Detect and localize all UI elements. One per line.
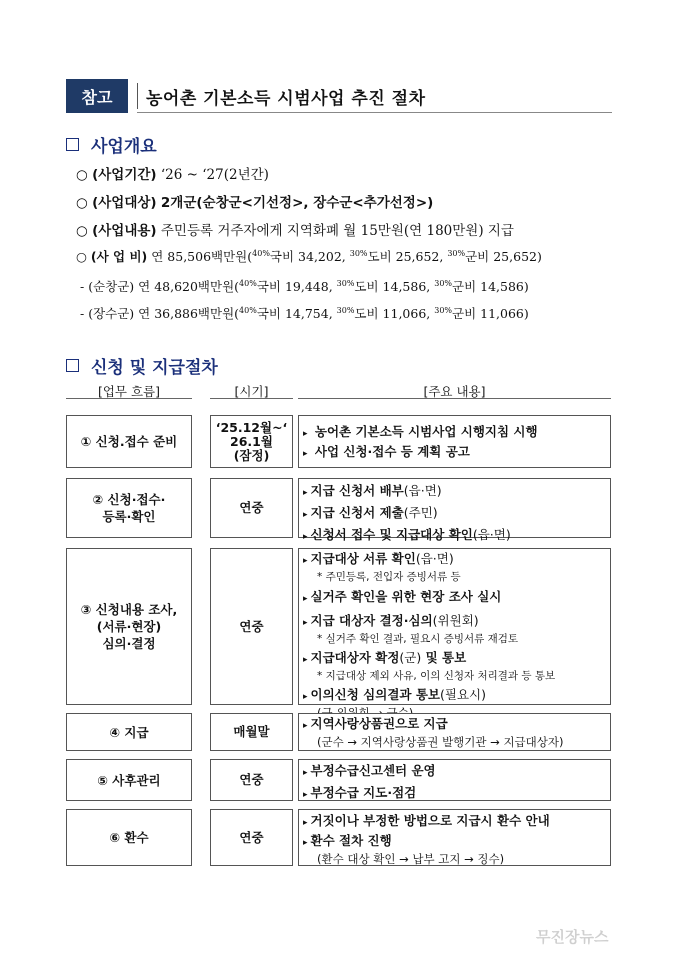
time-cell-3: 연중 bbox=[210, 548, 293, 705]
col-content-header: [주요 내용] bbox=[423, 384, 486, 399]
item-footnote: * 주민등록, 전입자 증빙서류 등 bbox=[317, 571, 461, 583]
budget-national: 국비 34,202, bbox=[269, 249, 350, 264]
budget-national: 국비 19,448, bbox=[256, 279, 337, 294]
circle-bullet-icon: ○ bbox=[76, 249, 87, 264]
triangle-bullet-icon: ▸ bbox=[303, 618, 308, 628]
ratio-county: 30% bbox=[434, 278, 453, 288]
header-underline bbox=[137, 112, 612, 113]
document-title: 농어촌 기본소득 시범사업 추진 절차 bbox=[146, 89, 426, 109]
item-footnote: * 실거주 확인 결과, 필요시 증빙서류 재검토 bbox=[317, 633, 519, 645]
budget-province: 도비 14,586, bbox=[354, 279, 435, 294]
content-item bbox=[303, 783, 610, 805]
checkbox-square-icon bbox=[66, 138, 79, 151]
item-text: 부정수급신고센터 운영 bbox=[310, 763, 436, 778]
item-text: 거짓이나 부정한 방법으로 지급시 환수 안내 bbox=[310, 813, 550, 828]
triangle-bullet-icon: ▸ bbox=[303, 838, 308, 848]
line-label: (사업기간) bbox=[92, 167, 157, 183]
content-item bbox=[303, 443, 610, 463]
content-item bbox=[303, 612, 610, 632]
item-note: (읍·면) bbox=[403, 483, 442, 498]
overview-line-jangsu bbox=[80, 304, 529, 322]
overview-line-content bbox=[76, 219, 514, 239]
triangle-bullet-icon: ▸ bbox=[303, 818, 308, 828]
item-note: (읍·면) bbox=[472, 527, 511, 542]
triangle-bullet-icon: ▸ bbox=[303, 721, 308, 731]
budget-province: 도비 25,652, bbox=[367, 249, 448, 264]
budget-county: 군비 14,586) bbox=[452, 279, 529, 294]
overview-line-sunchang bbox=[80, 277, 529, 295]
budget-total: 연 85,506백만원( bbox=[151, 249, 253, 264]
content-item bbox=[303, 525, 610, 547]
ratio-province: 30% bbox=[336, 278, 355, 288]
item-text: 지역사랑상품권으로 지급 bbox=[310, 716, 448, 731]
content-item bbox=[303, 832, 610, 852]
sub-line-prefix: - (순창군) 연 48,620백만원( bbox=[80, 279, 240, 294]
line-label: (사업내용) bbox=[92, 223, 157, 239]
item-footnote: * 지급대상 제외 사유, 이의 신청자 처리결과 등 통보 bbox=[317, 670, 556, 682]
flow-step-1: ① 신청.접수 준비 bbox=[66, 415, 192, 468]
overview-line-budget bbox=[76, 247, 542, 265]
table-header bbox=[66, 382, 611, 402]
budget-county: 군비 25,652) bbox=[465, 249, 542, 264]
content-item bbox=[303, 812, 610, 832]
ratio-province: 30% bbox=[349, 248, 368, 258]
flow-step-4: ④ 지급 bbox=[66, 713, 192, 751]
triangle-bullet-icon: ▸ bbox=[303, 692, 308, 702]
content-cell-4 bbox=[298, 713, 611, 751]
item-flow-note: (환수 대상 확인 → 납부 고지 → 징수) bbox=[317, 852, 505, 866]
ratio-national: 40% bbox=[239, 278, 257, 288]
circle-bullet-icon: ○ bbox=[76, 195, 88, 211]
triangle-bullet-icon: ▸ bbox=[303, 655, 308, 665]
ratio-county: 30% bbox=[434, 305, 453, 315]
item-text: 지급대상자 확정 bbox=[310, 650, 400, 665]
content-item bbox=[303, 761, 610, 783]
item-note: (군) bbox=[399, 650, 422, 665]
time-cell-5: 연중 bbox=[210, 759, 293, 801]
triangle-bullet-icon: ▸ bbox=[303, 510, 308, 520]
budget-province: 도비 11,066, bbox=[354, 306, 435, 321]
content-item bbox=[303, 481, 610, 503]
item-flow-note: (군수 → 지역사랑상품권 발행기관 → 지급대상자) bbox=[317, 735, 564, 749]
item-note: (필요시) bbox=[440, 687, 486, 702]
overview-line-target bbox=[76, 191, 433, 211]
item-text: 지급 신청서 제출 bbox=[310, 505, 404, 520]
triangle-bullet-icon: ▸ bbox=[303, 556, 308, 566]
ratio-national: 40% bbox=[252, 248, 270, 258]
item-text: 신청서 접수 및 지급대상 확인 bbox=[310, 527, 473, 542]
item-note: (위원회) bbox=[432, 613, 479, 628]
item-text: 지급대상 서류 확인 bbox=[310, 551, 416, 566]
content-cell-3 bbox=[298, 548, 611, 705]
item-text: 부정수급 지도·점검 bbox=[310, 785, 417, 800]
triangle-bullet-icon: ▸ bbox=[303, 532, 308, 542]
line-label: (사 업 비) bbox=[90, 249, 148, 264]
section-title: 신청 및 지급절차 bbox=[91, 358, 218, 378]
time-cell-4: 매월말 bbox=[210, 713, 293, 751]
item-text: 지급 신청서 배부 bbox=[310, 483, 404, 498]
content-cell-5 bbox=[298, 759, 611, 801]
time-cell-1: ‘25.12월~‘ 26.1월 (잠정) bbox=[210, 415, 293, 468]
col-flow-header: [업무 흐름] bbox=[97, 384, 161, 399]
line-label: (사업대상) bbox=[92, 195, 157, 211]
content-item bbox=[303, 715, 610, 735]
item-text: 사업 신청·접수 등 계획 공고 bbox=[310, 444, 470, 459]
section-overview-heading bbox=[66, 132, 157, 157]
section-title: 사업개요 bbox=[91, 137, 157, 157]
item-note: (주민) bbox=[403, 505, 438, 520]
flow-step-3 bbox=[66, 548, 192, 705]
ratio-county: 30% bbox=[447, 248, 466, 258]
budget-national: 국비 14,754, bbox=[256, 306, 337, 321]
content-item bbox=[303, 649, 610, 669]
item-text: 환수 절차 진행 bbox=[310, 833, 392, 848]
item-text-suffix: 및 통보 bbox=[421, 650, 467, 665]
section-procedure-heading bbox=[66, 353, 218, 378]
item-text: 지급 대상자 결정·심의 bbox=[310, 613, 433, 628]
line-text: ‘26 ~ ‘27(2년간) bbox=[160, 167, 269, 183]
circle-bullet-icon: ○ bbox=[76, 167, 88, 183]
item-text: 이의신청 심의결과 통보 bbox=[310, 687, 440, 702]
content-item bbox=[303, 686, 610, 706]
step-label: ③ 신청내용 조사, (서류·현장) 심의·결정 bbox=[80, 602, 178, 651]
overview-line-period bbox=[76, 163, 269, 183]
triangle-bullet-icon: ▸ bbox=[303, 594, 308, 604]
triangle-bullet-icon: ▸ bbox=[303, 790, 308, 800]
budget-county: 군비 11,066) bbox=[452, 306, 529, 321]
content-cell-1 bbox=[298, 415, 611, 468]
ratio-national: 40% bbox=[239, 305, 257, 315]
triangle-bullet-icon: ▸ bbox=[303, 429, 308, 439]
content-cell-2 bbox=[298, 478, 611, 542]
ratio-province: 30% bbox=[336, 305, 355, 315]
col-time-header: [시기] bbox=[234, 384, 269, 399]
circle-bullet-icon: ○ bbox=[76, 223, 88, 239]
watermark: 무진장뉴스 bbox=[536, 928, 609, 946]
flow-step-2: ② 신청·접수· 등록·확인 bbox=[66, 478, 192, 538]
line-text: 주민등록 거주자에게 지역화폐 월 15만원(연 180만원) 지급 bbox=[160, 223, 514, 239]
sub-line-prefix: - (장수군) 연 36,886백만원( bbox=[80, 306, 240, 321]
content-item bbox=[303, 423, 610, 443]
flow-step-5: ⑤ 사후관리 bbox=[66, 759, 192, 801]
document-header bbox=[66, 79, 612, 113]
item-text: 실거주 확인을 위한 현장 조사 실시 bbox=[310, 589, 502, 604]
header-tag: 참고 bbox=[66, 79, 128, 113]
content-cell-6 bbox=[298, 809, 611, 866]
checkbox-square-icon bbox=[66, 359, 79, 372]
flow-step-6: ⑥ 환수 bbox=[66, 809, 192, 866]
triangle-bullet-icon: ▸ bbox=[303, 488, 308, 498]
content-item bbox=[303, 550, 610, 570]
triangle-bullet-icon: ▸ bbox=[303, 768, 308, 778]
item-text: 농어촌 기본소득 시범사업 시행지침 시행 bbox=[310, 424, 538, 439]
time-cell-6: 연중 bbox=[210, 809, 293, 866]
time-cell-2: 연중 bbox=[210, 478, 293, 538]
triangle-bullet-icon: ▸ bbox=[303, 449, 308, 459]
item-note: (읍·면) bbox=[415, 551, 454, 566]
content-item bbox=[303, 588, 610, 608]
header-separator bbox=[137, 83, 138, 109]
line-text: 2개군(순창군<기선정>, 장수군<추가선정>) bbox=[160, 195, 434, 211]
content-item bbox=[303, 503, 610, 525]
